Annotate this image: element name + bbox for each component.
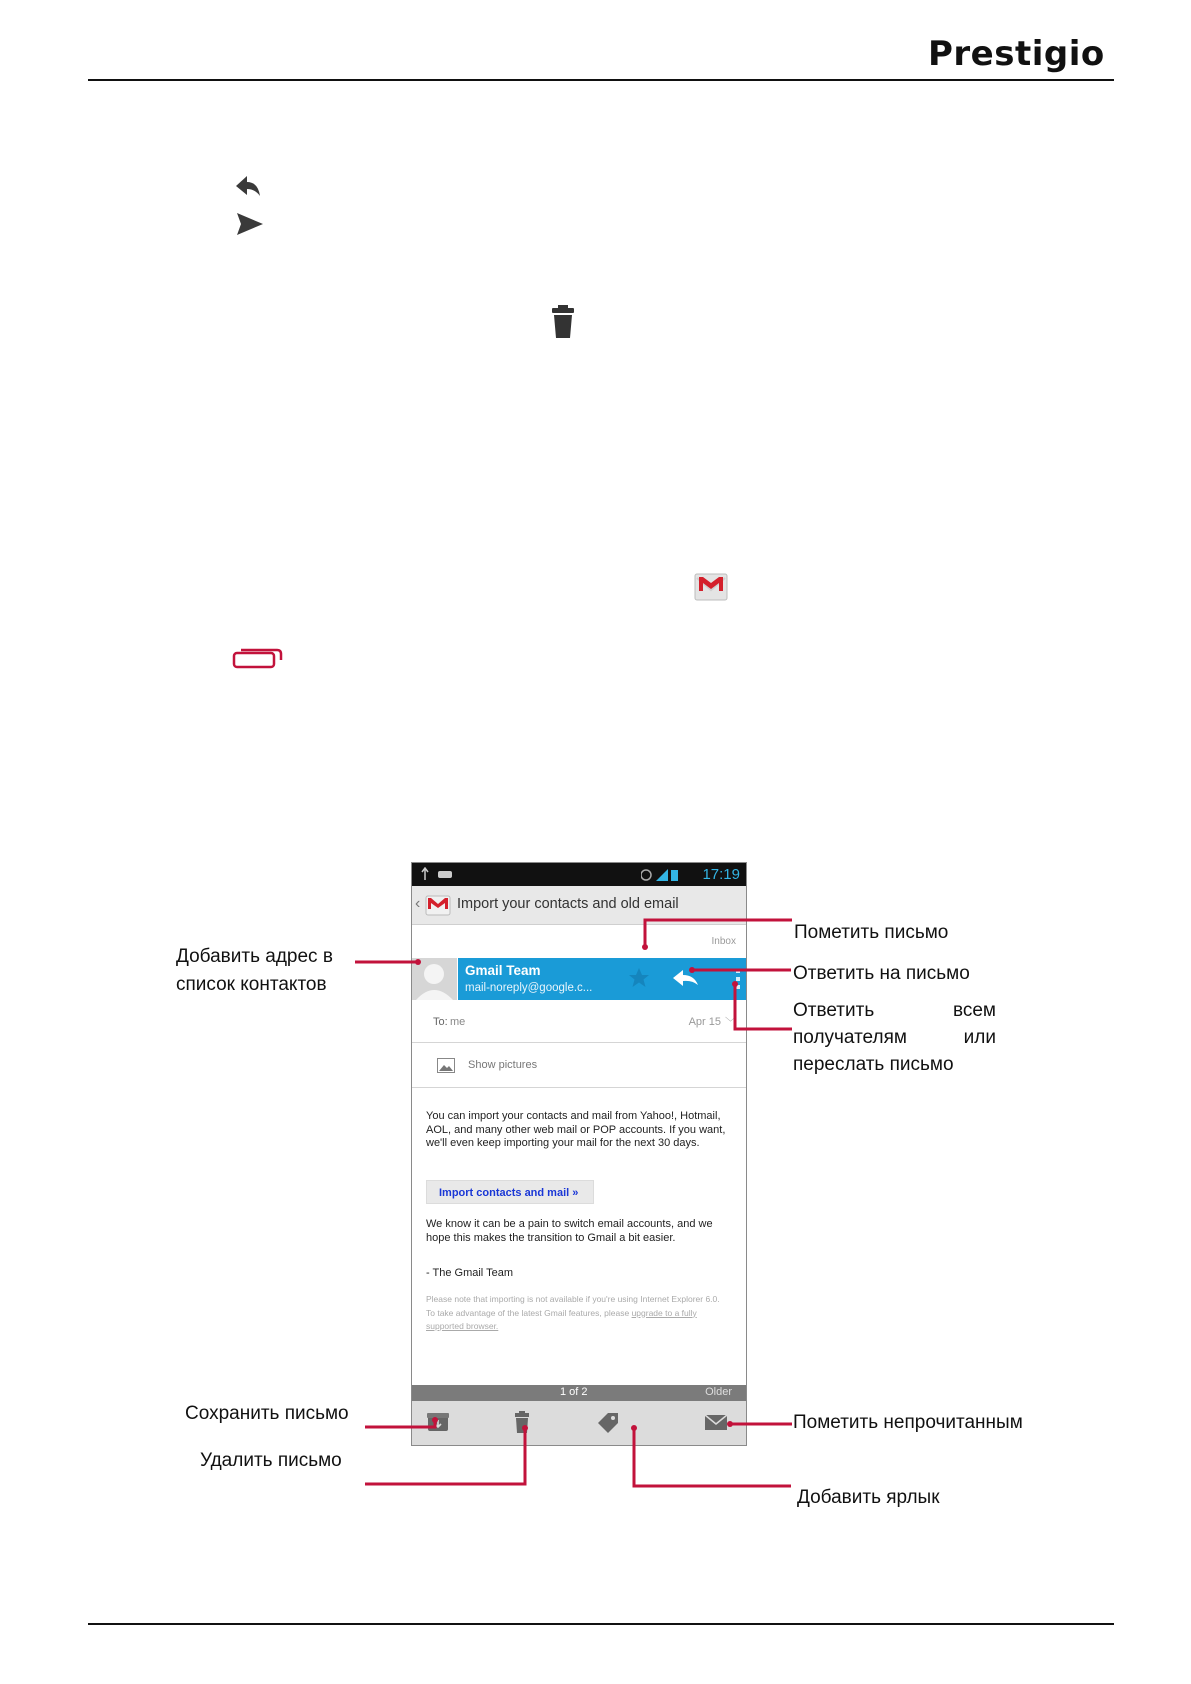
email-paragraph: We know it can be a pain to switch email accounts, and we hope this makes the transition to Gmail a bit easier. [426, 1218, 713, 1244]
callout-mark-unread: Пометить непрочитанным [793, 1412, 1023, 1433]
action-bar [412, 886, 746, 925]
label-icon[interactable] [596, 1411, 620, 1433]
star-icon[interactable] [628, 967, 650, 989]
back-icon[interactable]: ‹ [415, 895, 421, 912]
callout-add-contact: Добавить адрес в [176, 946, 333, 967]
callout-word: Ответить [793, 1000, 875, 1021]
sender-name: Gmail Team [465, 963, 541, 978]
status-time: 17:19 [702, 866, 740, 883]
header-divider [88, 79, 1114, 81]
recent-apps-icon [232, 645, 284, 669]
email-paragraph: You can import your contacts and mail from Yahoo!, Hotmail, AOL, and many other web mail or POP accounts. If you want, we'll even keep importing your mail for the next 30 days. [426, 1110, 726, 1149]
usb-notification-icon [420, 867, 460, 881]
callout-word: получателям [793, 1027, 907, 1048]
prestigio-logo: Prestigio [928, 34, 1105, 74]
callout-star: Пометить письмо [794, 922, 949, 943]
upgrade-browser-link[interactable]: upgrade to a fully supported browser. [426, 1307, 697, 1331]
email-footnote [426, 1293, 726, 1334]
to-value: me [450, 1016, 466, 1028]
show-pictures-link[interactable]: Show pictures [468, 1059, 538, 1071]
callout-reply-all-line2 [793, 1027, 996, 1049]
recipient-row [412, 1002, 746, 1043]
to-label: To: [433, 1016, 448, 1028]
callout-reply-all-line1 [793, 1000, 996, 1022]
callout-add-contact-2: список контактов [176, 974, 327, 995]
chevron-down-icon[interactable]: ﹀ [725, 1017, 736, 1029]
footnote-text: Please note that importing is not available if you're using Internet Explorer 6.0. To take advantage of the latest Gmail features, please [426, 1294, 720, 1318]
signal-battery-icon [641, 868, 679, 882]
overflow-menu-icon[interactable] [734, 968, 742, 990]
trash-icon [551, 305, 575, 339]
archive-icon[interactable] [426, 1411, 450, 1433]
show-pictures-row[interactable] [412, 1043, 746, 1088]
bottom-action-bar [412, 1401, 746, 1445]
callout-word: или [963, 1027, 996, 1048]
phone-screenshot [411, 862, 747, 1446]
callout-forward: переслать письмо [793, 1054, 954, 1075]
send-icon [236, 212, 264, 236]
reply-icon[interactable] [672, 968, 702, 988]
sender-info [458, 958, 746, 1000]
pager-bar [412, 1385, 746, 1401]
email-subject: Import your contacts and old email [457, 896, 679, 912]
email-body [426, 1110, 726, 1331]
status-bar [412, 863, 746, 886]
callout-word: всем [952, 1000, 996, 1021]
footer-divider [88, 1623, 1114, 1625]
reply-icon [234, 174, 264, 200]
pager-position: 1 of 2 [560, 1386, 588, 1398]
sender-header [412, 958, 746, 1000]
email-date: Apr 15 [688, 1016, 721, 1028]
email-signature: - The Gmail Team [426, 1267, 514, 1279]
gmail-app-icon [693, 570, 729, 602]
sender-email: mail-noreply@google.c... [465, 982, 593, 994]
gmail-logo-icon[interactable] [425, 893, 451, 917]
trash-icon[interactable] [510, 1411, 534, 1433]
older-button[interactable]: Older [705, 1386, 732, 1398]
mark-unread-icon[interactable] [704, 1411, 728, 1433]
callout-archive: Сохранить письмо [185, 1403, 349, 1424]
folder-label: Inbox [711, 936, 736, 947]
callout-reply: Ответить на письмо [793, 963, 970, 984]
import-contacts-button[interactable]: Import contacts and mail » [426, 1180, 594, 1204]
picture-icon [437, 1058, 455, 1073]
contact-avatar[interactable] [412, 958, 457, 1000]
callout-delete: Удалить письмо [200, 1450, 342, 1471]
callout-add-label: Добавить ярлык [797, 1487, 940, 1508]
